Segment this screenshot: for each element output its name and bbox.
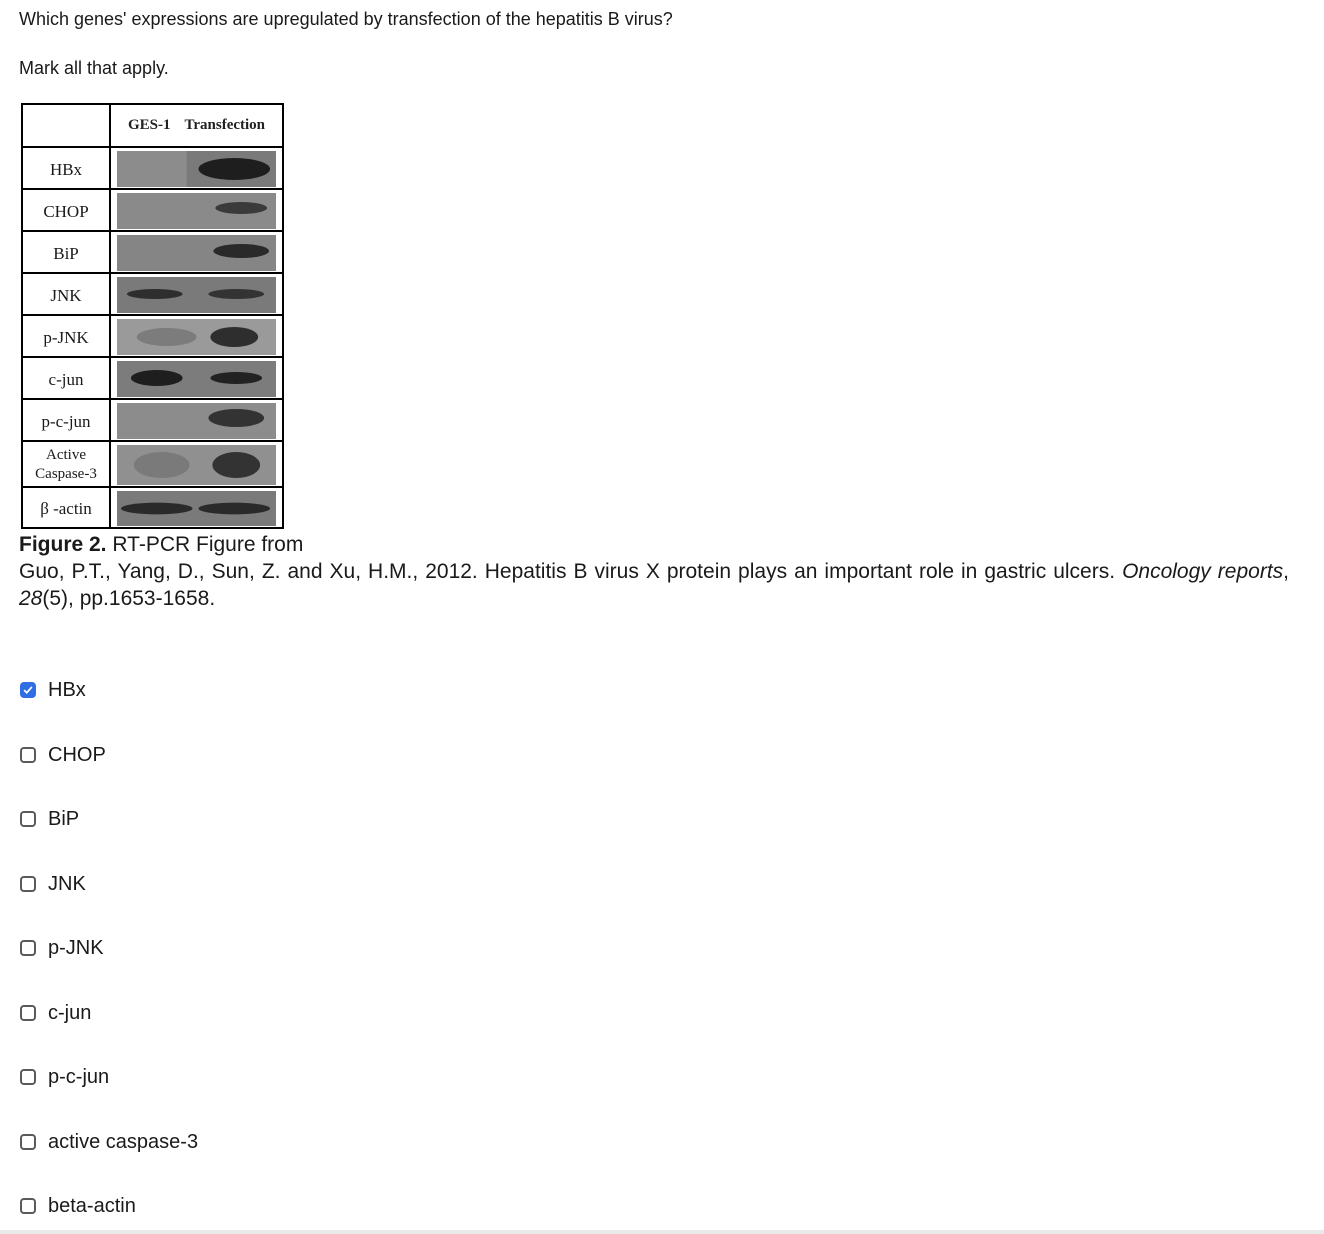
option-bip[interactable] bbox=[20, 807, 79, 831]
instruction-text: Mark all that apply. bbox=[19, 58, 169, 78]
option-label: beta-actin bbox=[48, 1195, 136, 1217]
figure-row-label: HBx bbox=[23, 148, 111, 190]
option-c-jun[interactable] bbox=[20, 1001, 91, 1025]
option-label: p-JNK bbox=[48, 937, 104, 959]
question-text: Which genes' expressions are upregulated by transfection of the hepatitis B virus? bbox=[19, 9, 673, 29]
blot-band-image bbox=[117, 361, 276, 397]
figure-row-label: p-JNK bbox=[23, 316, 111, 358]
figure-caption bbox=[19, 531, 1289, 612]
figure-row-c-jun bbox=[23, 356, 282, 400]
blot-band-image bbox=[117, 403, 276, 439]
option-label: BiP bbox=[48, 808, 80, 830]
figure-column-headers bbox=[111, 105, 282, 146]
figure-row-label-line1: Active bbox=[46, 447, 86, 463]
figure-row-p-c-jun bbox=[23, 398, 282, 442]
option-label: HBx bbox=[48, 679, 86, 701]
figure-row-label: CHOP bbox=[23, 190, 111, 232]
checkbox[interactable] bbox=[20, 1069, 36, 1085]
checkbox[interactable] bbox=[20, 1005, 36, 1021]
figure-row-label bbox=[23, 442, 111, 488]
option-active-caspase-3[interactable] bbox=[20, 1130, 198, 1154]
blot-band-image bbox=[117, 235, 276, 271]
column-header-transfection: Transfection bbox=[184, 117, 266, 133]
checkbox[interactable] bbox=[20, 876, 36, 892]
option-chop[interactable] bbox=[20, 743, 106, 767]
checkmark-icon bbox=[22, 683, 34, 697]
checkbox[interactable] bbox=[20, 747, 36, 763]
checkbox[interactable] bbox=[20, 940, 36, 956]
blot-band-image bbox=[117, 193, 276, 229]
option-label: c-jun bbox=[48, 1002, 92, 1024]
blot-band-image bbox=[117, 319, 276, 355]
figure-row-active-caspase-3 bbox=[23, 440, 282, 488]
checkbox[interactable] bbox=[20, 811, 36, 827]
bottom-divider bbox=[0, 1230, 1324, 1234]
option-label: p-c-jun bbox=[48, 1066, 110, 1088]
option-p-c-jun[interactable] bbox=[20, 1065, 109, 1089]
option-label: active caspase-3 bbox=[48, 1131, 199, 1153]
blot-band-image bbox=[117, 277, 276, 313]
blot-band-image bbox=[117, 445, 276, 485]
figure-row-label: p-c-jun bbox=[23, 400, 111, 442]
figure-header-row bbox=[23, 105, 282, 146]
figure-row-label-line2: Caspase-3 bbox=[35, 466, 97, 482]
blot-band-image bbox=[117, 491, 276, 526]
checkbox-checked[interactable] bbox=[20, 682, 36, 698]
citation-journal-part1: Oncology bbox=[1122, 560, 1211, 583]
figure-row-label: BiP bbox=[23, 232, 111, 274]
citation-volume: 28 bbox=[19, 587, 43, 610]
figure-row-label: β -actin bbox=[23, 488, 111, 529]
citation-separator: , bbox=[1283, 560, 1289, 583]
checkbox[interactable] bbox=[20, 1198, 36, 1214]
citation-authors-title: Guo, P.T., Yang, D., Sun, Z. and Xu, H.M., 2012. Hepatitis B virus X protein plays an important role in gastric ulcers. bbox=[19, 560, 1123, 583]
option-hbx[interactable] bbox=[20, 678, 86, 702]
figure-row-bip bbox=[23, 230, 282, 274]
caption-description: RT-PCR Figure from bbox=[106, 533, 304, 556]
option-label: CHOP bbox=[48, 744, 106, 766]
option-jnk[interactable] bbox=[20, 872, 86, 896]
caption-figure-number: Figure 2. bbox=[19, 533, 107, 556]
citation-journal-part2: reports bbox=[1217, 560, 1284, 583]
figure-row-chop bbox=[23, 188, 282, 232]
blot-band-image bbox=[117, 151, 276, 187]
checkbox[interactable] bbox=[20, 1134, 36, 1150]
figure-row-beta-actin bbox=[23, 486, 282, 529]
option-label: JNK bbox=[48, 873, 86, 895]
column-header-ges1: GES-1 bbox=[127, 117, 171, 133]
option-beta-actin[interactable] bbox=[20, 1194, 136, 1218]
figure-row-p-jnk bbox=[23, 314, 282, 358]
figure-row-hbx bbox=[23, 146, 282, 190]
figure-corner-cell bbox=[23, 105, 111, 146]
rt-pcr-figure bbox=[21, 103, 284, 529]
citation-pages: (5), pp.1653-1658. bbox=[42, 587, 216, 610]
option-p-jnk[interactable] bbox=[20, 936, 104, 960]
figure-row-label: JNK bbox=[23, 274, 111, 316]
figure-row-label: c-jun bbox=[23, 358, 111, 400]
figure-row-jnk bbox=[23, 272, 282, 316]
